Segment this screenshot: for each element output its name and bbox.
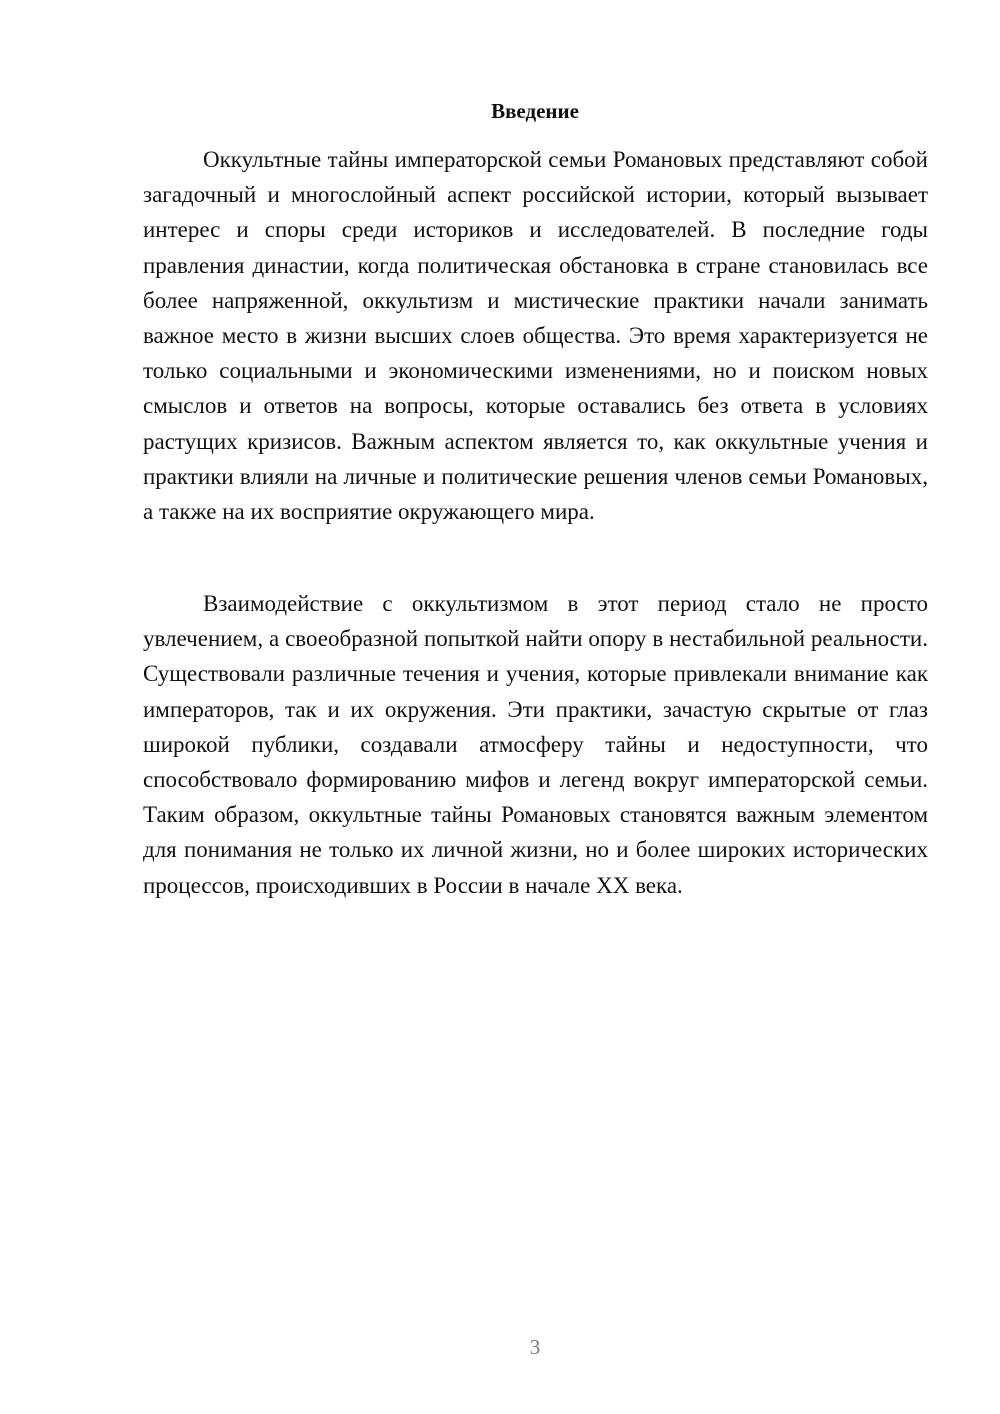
paragraph-1: Оккультные тайны императорской семьи Романовых представляют собой загадочный и многослойный аспект российской истории, который вызывает интерес и споры среди историков и исследователей. В последние годы правления династии, когда политическая обстановка в стране становилась все более напряженной, оккультизм и мистические практики начали занимать важное место в жизни высших слоев общества. Это время характеризуется не только социальными и экономическими изменениями, но и поиском новых смыслов и ответов на вопросы, которые оставались без ответа в условиях растущих кризисов. Важным аспектом является то, как оккультные учения и практики влияли на личные и политические решения членов семьи Романовых, а также на их восприятие окружающего мира. [143, 147, 928, 525]
paragraph-2: Взаимодействие с оккультизмом в этот период стало не просто увлечением, а своеобразной попыткой найти опору в нестабильной реальности. Существовали различные течения и учения, которые привлекали внимание как императоров, так и их окружения. Эти практики, зачастую скрытые от глаз широкой публики, создавали атмосферу тайны и недоступности, что способствовало формированию мифов и легенд вокруг императорской семьи. Таким образом, оккультные тайны Романовых становятся важным элементом для понимания не только их личной жизни, но и более широких исторических процессов, происходивших в России в начале XX века. [143, 591, 928, 898]
section-heading: Введение [491, 99, 579, 123]
page-number: 3 [529, 1335, 541, 1359]
